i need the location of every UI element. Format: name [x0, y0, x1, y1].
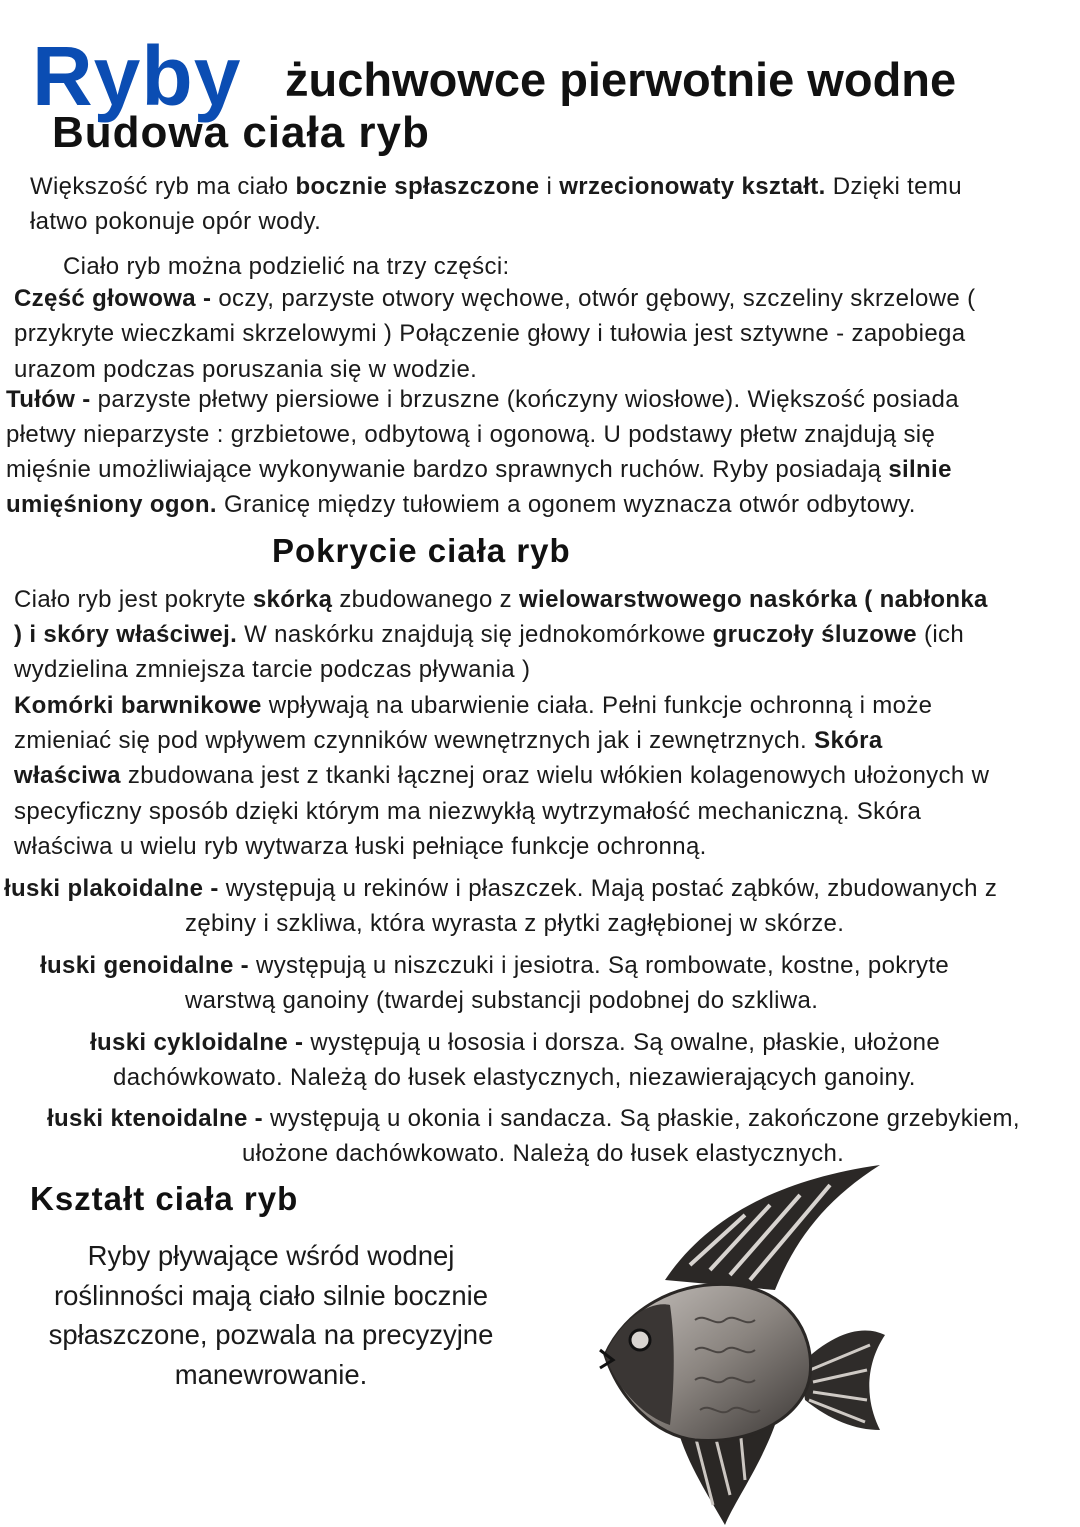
bold-term: ) i skóry właściwej.	[14, 621, 238, 648]
text-segment: Ciało ryb można podzielić na trzy części:	[63, 253, 510, 280]
text-line	[185, 986, 818, 1016]
text-line	[113, 1063, 916, 1093]
text-line	[14, 832, 707, 862]
text-line: manewrowanie.	[174, 1358, 368, 1390]
bold-term: gruczoły śluzowe	[712, 621, 917, 648]
text-segment: W naskórku znajdują się jednokomórkowe	[237, 621, 713, 648]
text-line	[47, 1104, 1020, 1134]
heading-ksztalt: Kształt ciała ryb	[30, 1180, 299, 1217]
bold-term: właściwa	[14, 762, 121, 789]
text-segment: zbudowana jest z tkanki łącznej oraz wielu włókien kolagenowych ułożonych w	[120, 762, 990, 789]
text-segment: występują u okonia i sandacza. Są płaskie, zakończone grzebykiem,	[263, 1105, 1020, 1132]
text-segment: właściwa u wielu ryb wytwarza łuski pełniące funkcje ochronną.	[14, 833, 707, 860]
text-line: roślinności mają ciało silnie bocznie	[53, 1279, 489, 1311]
text-line	[14, 761, 989, 791]
fish-eye-icon	[630, 1330, 650, 1350]
text-line: Ryby pływające wśród wodnej	[87, 1240, 455, 1271]
text-segment: Granicę między tułowiem a ogonem wyznacza otwór odbytowy.	[216, 491, 916, 518]
text-line	[30, 207, 321, 237]
text-segment: mięśnie umożliwiające wykonywanie bardzo sprawnych ruchów. Ryby posiadają	[6, 456, 889, 483]
bold-term: łuski ktenoidalne -	[47, 1105, 264, 1132]
text-line	[63, 252, 510, 282]
bold-term: skórką	[252, 586, 333, 613]
text-line	[4, 874, 997, 904]
bold-term: łuski genoidalne -	[40, 952, 249, 979]
text-segment: łatwo pokonuje opór wody.	[30, 208, 322, 235]
text-segment: Większość ryb ma ciało	[30, 173, 296, 200]
text-line	[6, 490, 916, 520]
text-line	[14, 284, 975, 314]
bold-term: silnie	[888, 456, 952, 483]
text-line	[40, 951, 949, 981]
text-line	[14, 655, 530, 685]
text-segment: oczy, parzyste otwory węchowe, otwór gębowy, szczeliny skrzelowe (	[211, 285, 976, 312]
text-line: spłaszczone, pozwala na precyzyjne	[48, 1319, 494, 1350]
text-line	[14, 319, 965, 349]
text-segment: zbudowanego z	[332, 586, 520, 613]
bold-term: umięśniony ogon.	[6, 491, 217, 518]
bold-term: Skóra	[814, 727, 883, 754]
text-segment: Ciało ryb jest pokryte	[14, 586, 253, 613]
text-line	[6, 455, 952, 485]
text-line	[14, 355, 477, 385]
bold-term: wrzecionowaty kształt.	[559, 173, 826, 200]
text-segment: wpływają na ubarwienie ciała. Pełni funkcje ochronną i może	[261, 692, 933, 719]
text-segment: (ich	[916, 621, 965, 648]
text-segment: ułożone dachówkowato. Należą do łusek elastycznych.	[242, 1140, 845, 1167]
text-segment: dachówkowato. Należą do łusek elastycznych, niezawierających ganoiny.	[113, 1064, 916, 1091]
text-line	[14, 620, 964, 650]
bold-term: łuski plakoidalne -	[4, 875, 219, 902]
text-segment: Dzięki temu	[825, 173, 962, 200]
text-segment: wydzielina zmniejsza tarcie podczas pływania )	[14, 656, 531, 683]
bold-term: Część głowowa -	[14, 285, 212, 312]
bold-term: wielowarstwowego naskórka ( nabłonka	[519, 586, 988, 613]
text-segment: występują u łososia i dorsza. Są owalne, płaskie, ułożone	[303, 1029, 941, 1056]
text-segment: specyficzny sposób dzięki którym ma niezwykłą wytrzymałość mechaniczną. Skóra	[14, 798, 922, 825]
text-line	[14, 691, 932, 721]
text-line	[14, 726, 883, 756]
text-line	[6, 385, 959, 415]
bold-term: Tułów -	[6, 386, 98, 413]
text-line	[14, 585, 988, 615]
shape-paragraph	[30, 1236, 512, 1394]
text-line	[30, 172, 962, 202]
text-segment: zębiny i szkliwa, która wyrasta z płytki zagłębionej w skórze.	[185, 910, 845, 937]
heading-pokrycie: Pokrycie ciała ryb	[272, 532, 571, 569]
text-segment: warstwą ganoiny (twardej substancji podobnej do szkliwa.	[185, 987, 819, 1014]
page-subtitle: żuchwowce pierwotnie wodne	[285, 53, 957, 106]
text-segment: i	[539, 173, 560, 200]
heading-budowa: Budowa ciała ryb	[52, 108, 430, 157]
bold-term: Komórki barwnikowe	[14, 692, 262, 719]
bold-term: łuski cykloidalne -	[90, 1029, 304, 1056]
text-segment: zmieniać się pod wpływem czynników wewnętrznych jak i zewnętrznych.	[14, 727, 815, 754]
text-segment: występują u rekinów i płaszczek. Mają postać ząbków, zbudowanych z	[218, 875, 998, 902]
text-line	[6, 420, 935, 450]
text-line	[14, 797, 921, 827]
text-segment: parzyste płetwy piersiowe i brzuszne (kończyny wiosłowe). Większość posiada	[97, 386, 959, 413]
text-segment: urazom podczas poruszania się w wodzie.	[14, 356, 478, 383]
text-segment: przykryte wieczkami skrzelowymi ) Połączenie głowy i tułowia jest sztywne - zapobiega	[14, 320, 966, 347]
page-title: Ryby	[32, 29, 242, 123]
text-segment: występują u niszczuki i jesiotra. Są rombowate, kostne, pokryte	[249, 952, 950, 979]
bold-term: bocznie spłaszczone	[295, 173, 540, 200]
text-line	[185, 909, 844, 939]
text-line	[90, 1028, 940, 1058]
text-segment: płetwy nieparzyste : grzbietowe, odbytową i ogonową. U podstawy płetw znajdują się	[6, 421, 936, 448]
angelfish-image	[595, 1160, 890, 1527]
